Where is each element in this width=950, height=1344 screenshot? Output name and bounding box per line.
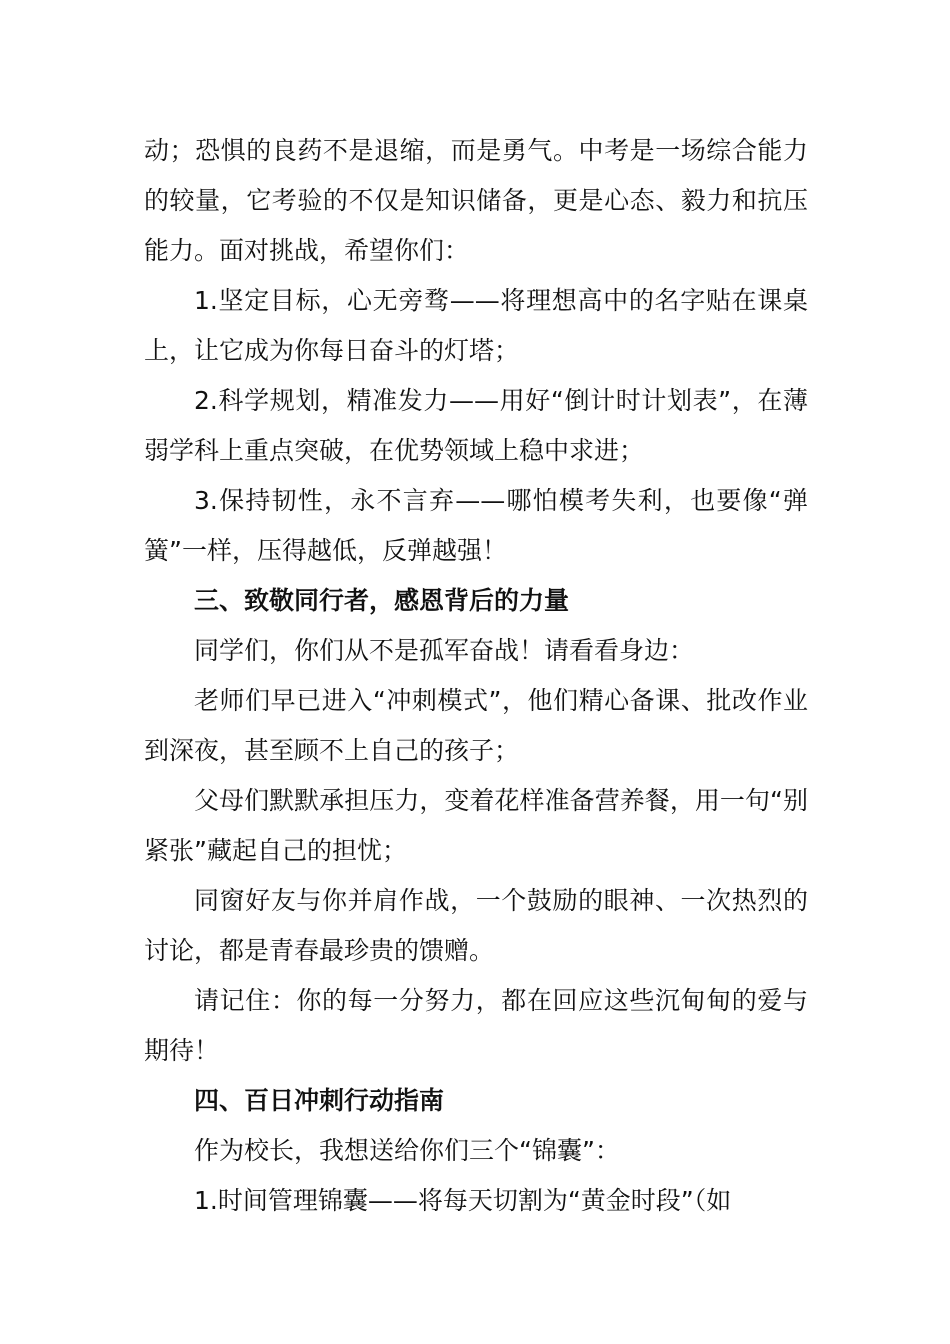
paragraph-classmates: 同窗好友与你并肩作战，一个鼓励的眼神、一次热烈的讨论，都是青春最珍贵的馈赠。 — [144, 886, 808, 965]
paragraph-tip-1: 1.时间管理锦囊——将每天切割为“黄金时段”（如 — [194, 1186, 732, 1215]
paragraph-teachers: 老师们早已进入“冲刺模式”，他们精心备课、批改作业到深夜，甚至顾不上自己的孩子； — [144, 686, 808, 765]
document-body — [144, 126, 808, 1226]
paragraph-list-item-2: 2.科学规划，精准发力——用好“倒计时计划表”，在薄弱学科上重点突破，在优势领域上稳中求进； — [144, 386, 808, 465]
section-heading-3: 三、致敬同行者，感恩背后的力量 — [194, 586, 570, 615]
section-heading-4: 四、百日冲刺行动指南 — [194, 1086, 445, 1115]
paragraph-parents: 父母们默默承担压力，变着花样准备营养餐，用一句“别紧张”藏起自己的担忧； — [144, 786, 808, 865]
paragraph-remember: 请记住：你的每一分努力，都在回应这些沉甸甸的爱与期待！ — [144, 986, 808, 1065]
paragraph-list-item-3: 3.保持韧性，永不言弃——哪怕模考失利，也要像“弹簧”一样，压得越低，反弹越强！ — [144, 486, 808, 565]
paragraph-courage: 动；恐惧的良药不是退缩，而是勇气。中考是一场综合能力的较量，它考验的不仅是知识储备，更是心态、毅力和抗压能力。面对挑战，希望你们： — [144, 136, 808, 265]
paragraph-not-alone: 同学们，你们从不是孤军奋战！请看看身边： — [194, 636, 695, 665]
paragraph-list-item-1: 1.坚定目标，心无旁骛——将理想高中的名字贴在课桌上，让它成为你每日奋斗的灯塔； — [144, 286, 808, 365]
paragraph-principal-intro: 作为校长，我想送给你们三个“锦囊”： — [194, 1136, 620, 1165]
